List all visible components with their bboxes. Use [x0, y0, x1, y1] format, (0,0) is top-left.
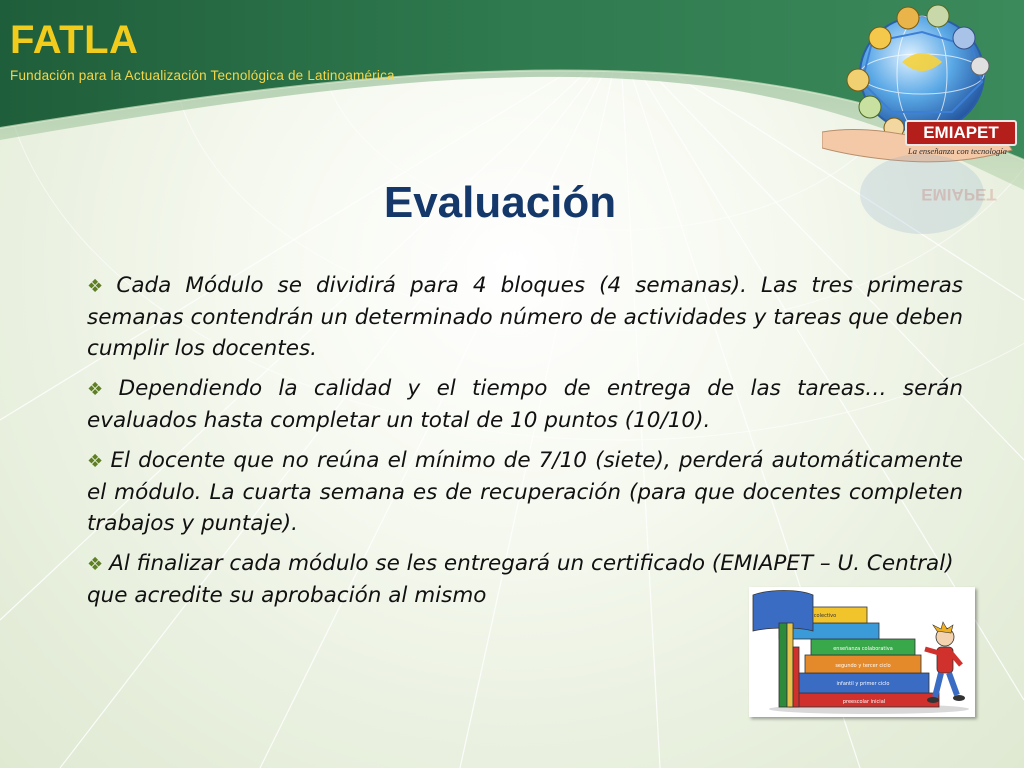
book-label: preescolar inicial [842, 699, 886, 705]
logo-reflection: EMIAPET [921, 185, 997, 204]
diamond-bullet-icon: ❖ [87, 451, 105, 472]
diamond-bullet-icon: ❖ [87, 554, 104, 575]
book-label: enseñanza colaborativa [833, 646, 893, 652]
book-label: segundo y tercer ciclo [835, 663, 891, 669]
brand [10, 18, 395, 83]
brand-title: FATLA [10, 18, 139, 62]
list-item [87, 270, 963, 364]
book-label: colectivo [813, 613, 837, 619]
books-illustration [749, 587, 975, 717]
diamond-bullet-icon: ❖ [87, 276, 111, 297]
page-title: Evaluación [383, 178, 617, 227]
list-item-text: El docente que no reúna el mínimo de 7/10 (siete), perderá automáticamente el módulo. La cuarta semana es de recuperación (para que docentes completen trabajos y puntaje). [87, 448, 963, 536]
book-label: infantil y primer ciclo [836, 681, 890, 687]
list-item [87, 445, 963, 539]
brand-subtitle: Fundación para la Actualización Tecnológica de Latinoamérica [10, 68, 395, 83]
diamond-bullet-icon: ❖ [87, 379, 113, 400]
logo-tagline: La enseñanza con tecnología [908, 146, 1007, 156]
logo-wordmark: EMIAPET [905, 120, 1017, 146]
list-item [87, 373, 963, 436]
list-item-text: Cada Módulo se dividirá para 4 bloques (4 semanas). Las tres primeras semanas contendrán un determinado número de actividades y tareas que deben cumplir los docentes. [87, 273, 963, 361]
list-item-text: Dependiendo la calidad y el tiempo de entrega de las tareas… serán evaluados hasta completar un total de 10 puntos (10/10). [87, 376, 963, 433]
content-list [87, 270, 963, 620]
list-item-text: Al finalizar cada módulo se les entregará un certificado (EMIAPET – U. Central) que acredite su aprobación al mismo [87, 551, 954, 608]
